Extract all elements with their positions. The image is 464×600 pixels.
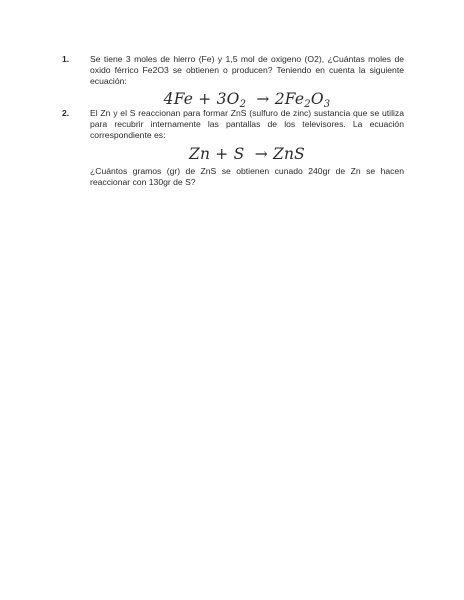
question-2-number: 2. <box>62 108 70 118</box>
equation-2-right: ZnS <box>273 145 305 163</box>
question-1 <box>62 54 404 114</box>
equation-1-left: 4Fe + 3O <box>163 90 240 108</box>
equation-1-left-subscript: 2 <box>239 99 247 110</box>
question-1-text: Se tiene 3 moles de hierro (Fe) y 1,5 mol de oxigeno (O2), ¿Cuántas moles de oxido férrico Fe2O3 se obtienen o producen? Teniendo en cuenta la siguiente ecuación: <box>90 54 404 86</box>
equation-1-right-subscript-1: 2 <box>304 99 311 110</box>
question-1-number: 1. <box>62 54 70 64</box>
equation-zinc-sulfide <box>90 145 404 163</box>
equation-2-arrow: → <box>254 145 268 163</box>
equation-1-right-mid: O <box>310 90 324 108</box>
equation-2-left: Zn + S <box>189 145 245 163</box>
equation-1-arrow: → <box>256 90 270 108</box>
equation-1-right: 2Fe <box>274 90 305 108</box>
question-2-text: El Zn y el S reaccionan para formar ZnS (sulfuro de zinc) sustancia que se utiliza para recubrir internamente las pantallas de los televisores. La ecuación correspondiente es: <box>90 108 404 140</box>
question-2 <box>62 108 404 188</box>
equation-1-right-subscript-2: 3 <box>323 99 331 110</box>
question-2-followup: ¿Cuántos gramos (gr) de ZnS se obtienen cunado 240gr de Zn se hacen reaccionar con 130gr de S? <box>90 166 404 187</box>
